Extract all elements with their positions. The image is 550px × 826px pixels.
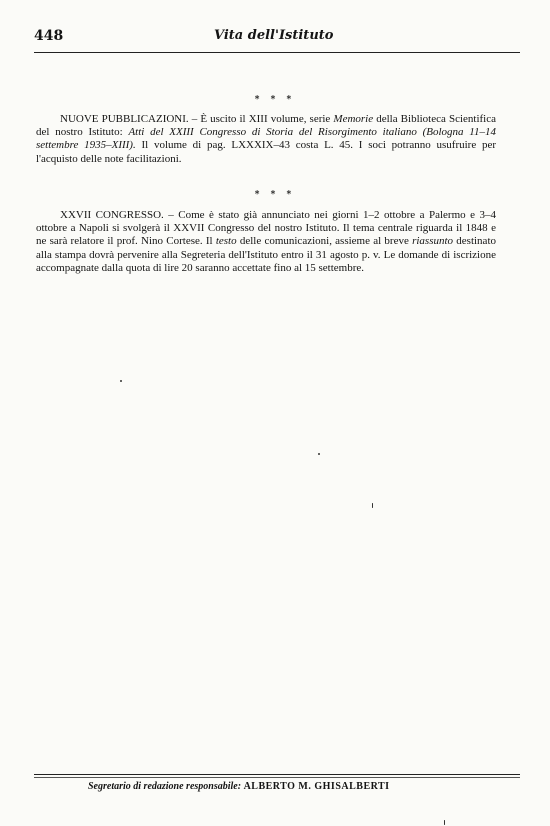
section-text: – Come è stato già annunciato nei giorni 1–2 ottobre a Palermo e 3–4 ottobre a Napoli si svolgerà il XXVII Congresso del nostro Istituto. Il tema centrale riguarda il 1848 e ne sarà relatore il prof. Nino Cortese. Il (36, 209, 496, 248)
section-text: della Biblioteca Scientifica del nostro Istituto: (36, 113, 496, 139)
section-heading: XXVII CONGRESSO. (60, 209, 164, 221)
section-heading: NUOVE PUBBLICAZIONI. (60, 113, 189, 125)
section-italic: riassunto (412, 235, 454, 248)
print-speck (318, 453, 320, 455)
section-nuove-pubblicazioni (36, 113, 496, 166)
section-italic: Memorie (333, 113, 374, 125)
footer-credit (88, 781, 390, 792)
section-xxvii-congresso (36, 209, 496, 275)
footer-rule-secondary (34, 777, 520, 778)
section-separator: * * * (254, 95, 296, 105)
running-title: Vita dell'Istituto (214, 28, 334, 43)
section-italic: testo (215, 235, 237, 248)
header-rule (34, 52, 520, 53)
footer-name: ALBERTO M. GHISALBERTI (243, 781, 390, 792)
section-text: destinato alla stampa dovrà pervenire alla Segreteria dell'Istituto entro il 31 agosto p. v. Le domande di iscrizione accompagnate dalla quota di lire 20 saranno accettate fino al 15 settembre. (36, 235, 496, 274)
print-speck (372, 503, 373, 508)
footer-rule (34, 774, 520, 775)
section-separator: * * * (254, 190, 296, 200)
section-italic: Atti del XXIII Congresso di Storia del Risorgimento italiano (Bologna 11–14 settembre 1935–XIII). (36, 126, 496, 152)
print-speck (444, 820, 445, 825)
print-speck (120, 380, 122, 382)
section-text: delle comunicazioni, assieme al breve (236, 235, 413, 248)
page-header (34, 28, 520, 48)
section-text: Il volume di pag. LXXXIX–43 costa L. 45. I soci potranno usufruire per l'acquisto delle note facilitazioni. (36, 139, 497, 165)
page-number: 448 (34, 28, 64, 44)
footer-role: Segretario di redazione responsabile: (88, 781, 242, 792)
section-text: – È uscito il XIII volume, serie (188, 113, 334, 125)
